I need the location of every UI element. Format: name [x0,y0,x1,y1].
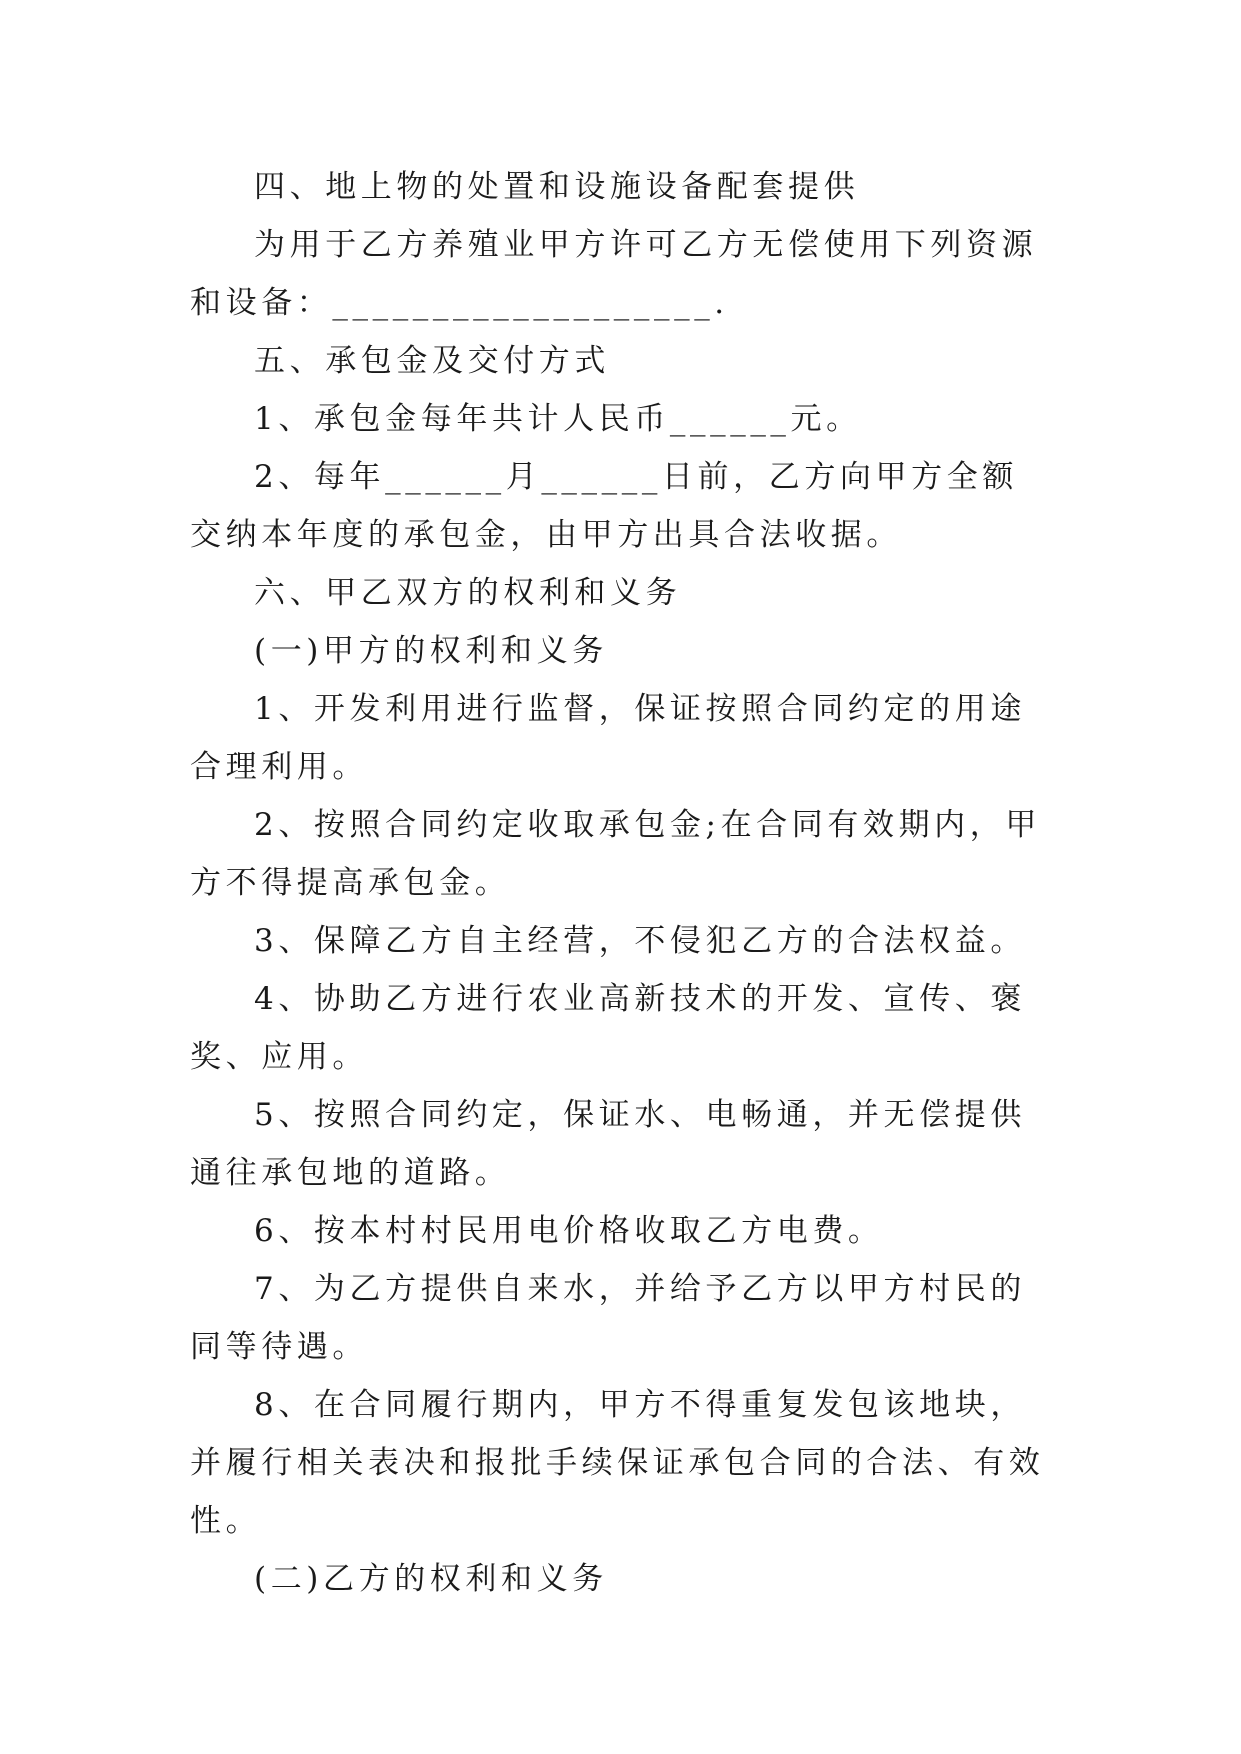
paragraph: 2、按照合同约定收取承包金;在合同有效期内，甲方不得提高承包金。 [190,807,1041,901]
document-page [190,158,1052,1608]
subsection-heading: (一)甲方的权利和义务 [254,633,608,669]
paragraph: 7、为乙方提供自来水，并给予乙方以甲方村民的同等待遇。 [190,1271,1026,1365]
subsection-heading: (二)乙方的权利和义务 [254,1561,608,1597]
paragraph: 2、每年______月______日前，乙方向甲方全额交纳本年度的承包金，由甲方出具合法收据。 [190,459,1018,553]
section-heading-5: 五、承包金及交付方式 [254,343,610,379]
paragraph: 3、保障乙方自主经营，不侵犯乙方的合法权益。 [254,923,1026,959]
paragraph: 1、承包金每年共计人民币______元。 [254,401,862,437]
paragraph: 6、按本村村民用电价格收取乙方电费。 [254,1213,884,1249]
paragraph: 1、开发利用进行监督，保证按照合同约定的用途合理利用。 [190,691,1026,785]
paragraph: 5、按照合同约定，保证水、电畅通，并无偿提供通往承包地的道路。 [190,1097,1026,1191]
section-heading-6: 六、甲乙双方的权利和义务 [254,575,682,611]
paragraph: 8、在合同履行期内，甲方不得重复发包该地块，并履行相关表决和报批手续保证承包合同的合法、有效性。 [190,1387,1045,1539]
paragraph: 4、协助乙方进行农业高新技术的开发、宣传、褒奖、应用。 [190,981,1026,1075]
paragraph: 为用于乙方养殖业甲方许可乙方无偿使用下列资源和设备：___________________. [190,227,1038,321]
section-heading-4: 四、地上物的处置和设施设备配套提供 [254,169,860,205]
